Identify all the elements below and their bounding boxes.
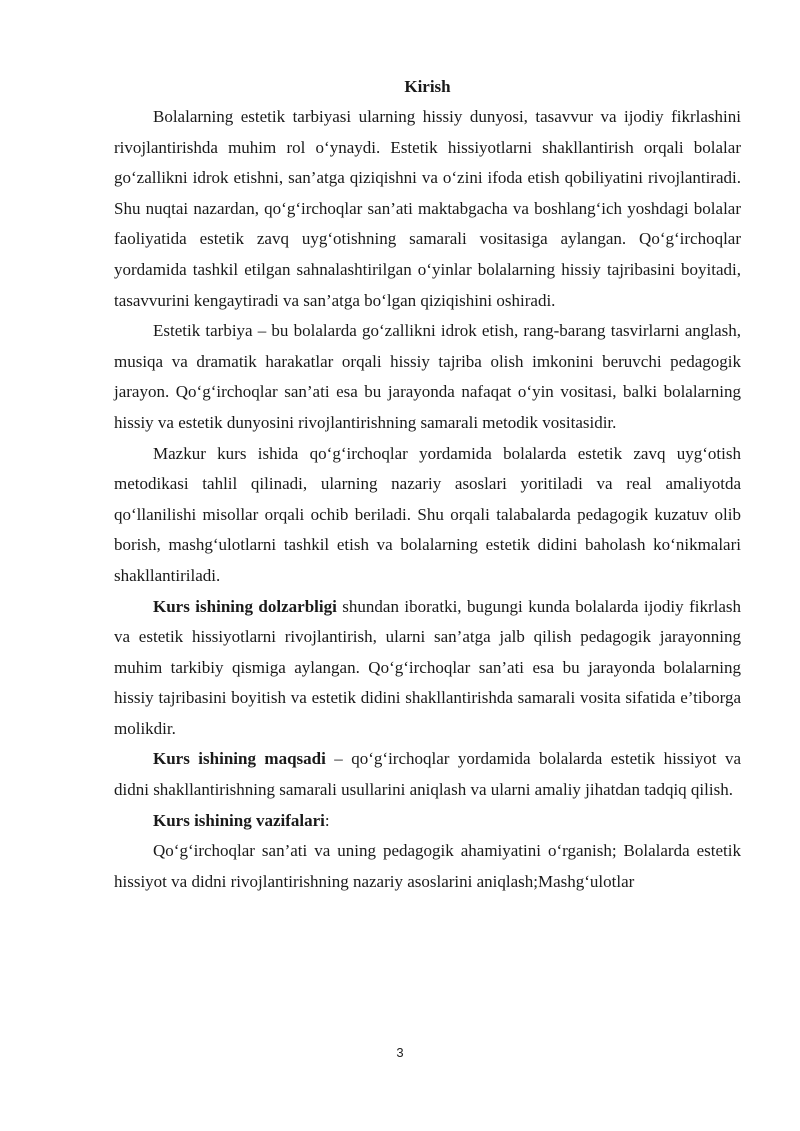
paragraph-text: Bolalarning estetik tarbiyasi ularning hissiy dunyosi, tasavvur va ijodiy fikrlashini rivojlantirishda muhim rol o‘ynaydi. Estetik hissiyotlarni shakllantirish orqali bolalar go‘zallikni idrok etishni, san’atga qiziqishni va o‘zini ifoda etish qobiliyatini rivojlantiradi. Shu nuqtai nazardan, qo‘g‘irchoqlar san’ati maktabgacha va boshlang‘ich yoshdagi bolalar faoliyatida estetik zavq uyg‘otishning samarali vositasiga aylangan. Qo‘g‘irchoqlar yordamida tashkil etilgan sahnalashtirilgan o‘yinlar bolalarning hissiy tajribasini boyitadi, tasavvurini kengaytiradi va san’atga bo‘lgan qiziqishini oshiradi. (114, 107, 741, 310)
section-title: Kirish (404, 77, 451, 96)
paragraph-tasks-heading (114, 806, 741, 837)
paragraph-text: shundan iboratki, bugungi kunda bolalarda ijodiy fikrlash va estetik hissiyotlarni rivojlantirish, ularni san’atga jalb qilish pedagogik jarayonning muhim tarkibiy qismiga aylangan. Qo‘g‘irchoqlar san’ati esa bu jarayonda bolalarning hissiy tajribasini boyitish va estetik didini shakllantirishda samarali vosita sifatida e’tiborga molikdir. (114, 596, 741, 738)
paragraph-lead: Kurs ishining dolzarbligi (153, 596, 337, 616)
paragraph-lead: Kurs ishining maqsadi (153, 749, 326, 769)
document-body (114, 72, 741, 897)
paragraph-text: Qo‘g‘irchoqlar san’ati va uning pedagogik ahamiyatini o‘rganish; Bolalarda estetik hissiyot va didni rivojlantirishning nazariy asoslarini aniqlash;Mashg‘ulotlar (114, 841, 741, 891)
page-number: 3 (396, 1045, 404, 1060)
paragraph-lead-suffix: : (324, 810, 330, 830)
paragraph-relevance (114, 592, 741, 745)
paragraph-aesthetic-education (114, 316, 741, 438)
paragraph-intro (114, 102, 741, 316)
paragraph-text: – qo‘g‘irchoqlar yordamida bolalarda estetik hissiyot va didni shakllantirishning samarali usullarini aniqlash va ularni amaliy jihatdan tadqiq qilish. (114, 749, 741, 800)
paragraph-tasks (114, 836, 741, 897)
paragraph-course-work (114, 439, 741, 592)
paragraph-text: Mazkur kurs ishida qo‘g‘irchoqlar yordamida bolalarda estetik zavq uyg‘otish metodikasi tahlil qilinadi, ularning nazariy asoslari yoritiladi va real amaliyotda qo‘llanilishi misollar orqali ochib beriladi. Shu orqali talabalarda pedagogik kuzatuv olib borish, mashg‘ulotlarni tashkil etish va bolalarning estetik didini baholash ko‘nikmalari shakllantiriladi. (114, 443, 741, 585)
paragraph-lead: Kurs ishining vazifalari (153, 810, 325, 830)
paragraph-text: Estetik tarbiya – bu bolalarda go‘zallikni idrok etish, rang-barang tasvirlarni anglash, musiqa va dramatik harakatlar orqali hissiy tajriba olish imkonini beruvchi pedagogik jarayon. Qo‘g‘irchoqlar san’ati esa bu jarayonda nafaqat o‘yin vositasi, balki bolalarning hissiy va estetik dunyosini rivojlantirishning samarali metodik vositasidir. (114, 321, 741, 432)
paragraph-goal (114, 744, 741, 805)
